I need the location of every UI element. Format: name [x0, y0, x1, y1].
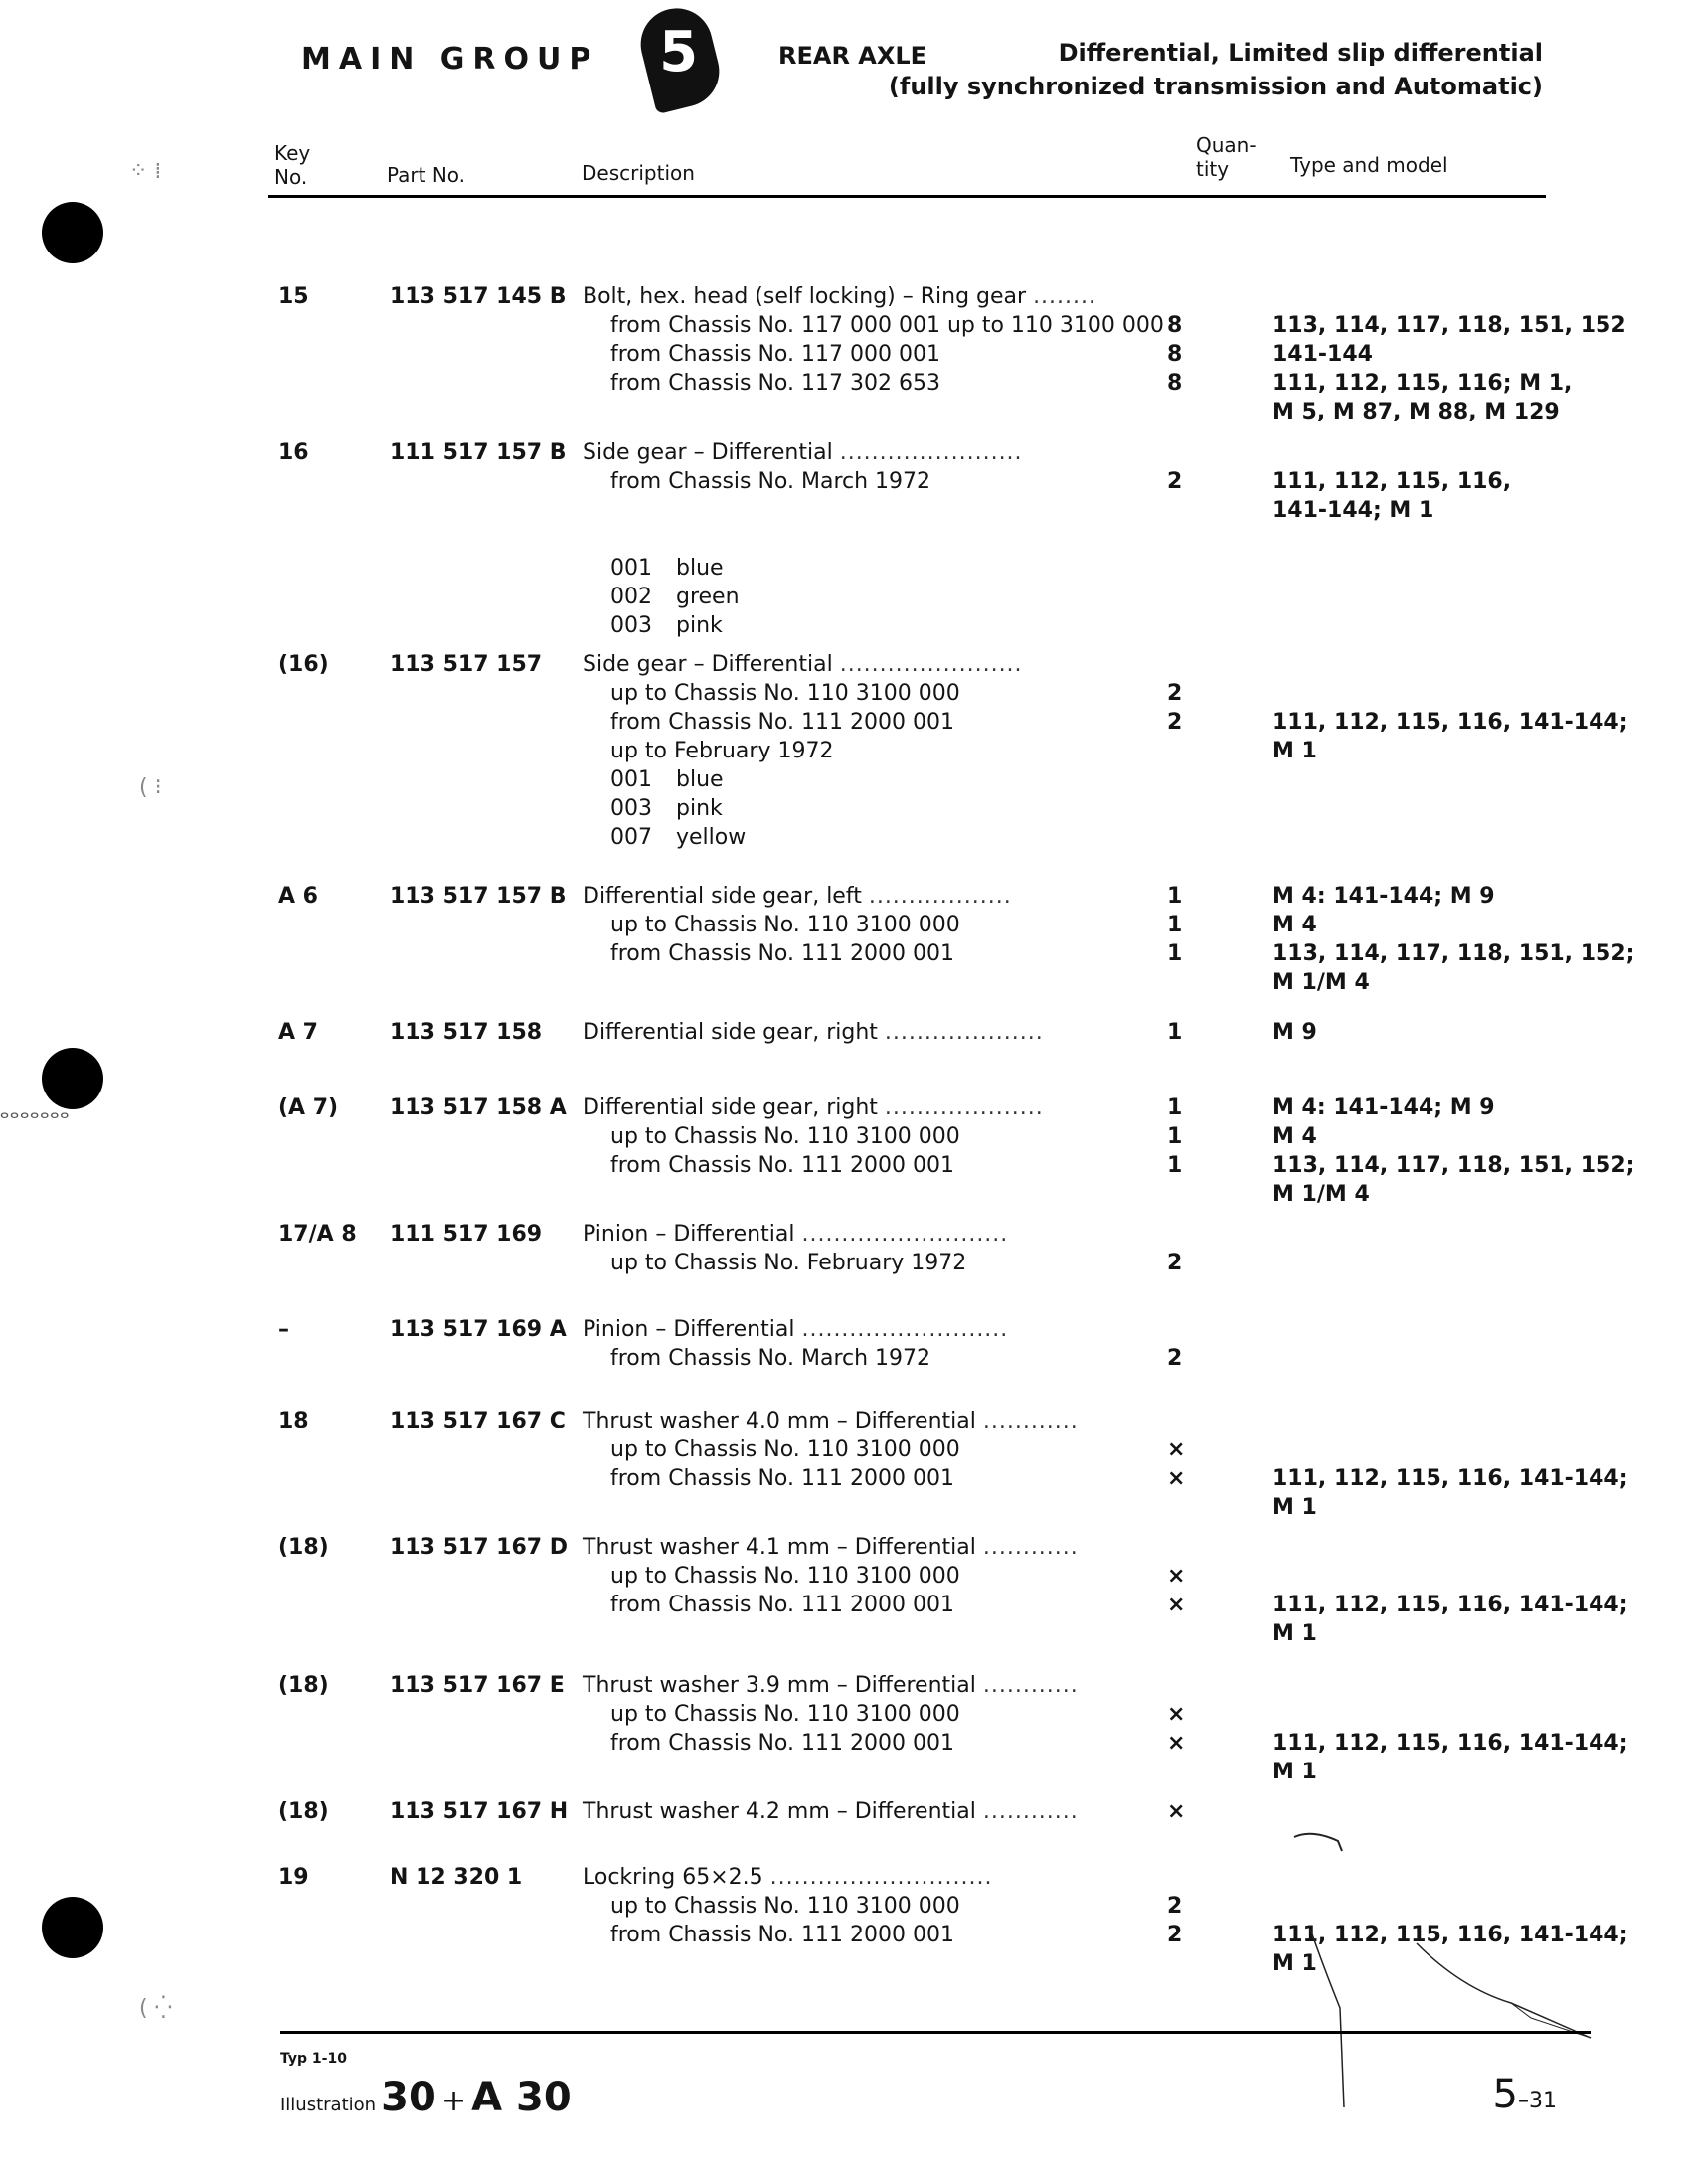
part-no: 113 517 167 D — [390, 1535, 569, 1560]
quantity: × — [1167, 1799, 1186, 1824]
binder-hole-top — [42, 202, 103, 263]
description: Side gear – Differential ....................... — [583, 440, 1023, 465]
description: Side gear – Differential ....................... — [583, 652, 1023, 677]
type-label: Typ 1-10 — [280, 2051, 347, 2067]
type-model: 113, 114, 117, 118, 151, 152; — [1272, 1153, 1635, 1178]
quantity: × — [1167, 1593, 1186, 1617]
type-model: M 4: 141-144; M 9 — [1272, 1095, 1495, 1120]
color-code: 002 green — [610, 585, 740, 609]
quantity: 1 — [1167, 1095, 1183, 1120]
description: from Chassis No. 111 2000 001 — [610, 941, 954, 966]
description: up to Chassis No. 110 3100 000 — [610, 913, 960, 937]
row-lines — [583, 1533, 1628, 1648]
detail-line — [583, 369, 1581, 398]
description: from Chassis No. March 1972 — [610, 1346, 931, 1371]
color-code-line — [583, 794, 1581, 823]
detail-line — [583, 1180, 1581, 1209]
dot-leader: ....................... — [839, 652, 1023, 677]
section-subject — [889, 36, 1543, 103]
scan-dot-artifact: ⴰⴰⴰⴰⴰⴰⴰ — [0, 1106, 71, 1122]
group-number-badge — [633, 1, 727, 114]
description: from Chassis No. 111 2000 001 — [610, 1466, 954, 1491]
detail-line — [583, 496, 1581, 525]
type-model: M 4 — [1272, 1124, 1317, 1149]
description: Pinion – Differential .......................... — [583, 1222, 1009, 1247]
description: Lockring 65×2.5 ............................ — [583, 1865, 993, 1890]
detail-line — [583, 311, 1626, 340]
detail-line — [583, 737, 1581, 765]
main-group-label: MAIN GROUP — [301, 42, 599, 77]
detail-line — [583, 1758, 1581, 1786]
part-no: 113 517 157 — [390, 652, 543, 677]
binder-hole-middle — [42, 1048, 103, 1109]
illustration-ref — [280, 2075, 572, 2120]
row-lines — [583, 1220, 1581, 1277]
quantity: 2 — [1167, 710, 1183, 735]
color-code-line — [583, 611, 1581, 640]
key-no: 18 — [278, 1409, 309, 1433]
key-no: – — [278, 1317, 289, 1342]
quantity: 1 — [1167, 884, 1183, 909]
description: Differential side gear, left .................. — [583, 884, 1012, 909]
row-lines — [583, 1093, 1635, 1209]
section-number: 5 — [1492, 2072, 1518, 2117]
key-no: (18) — [278, 1673, 329, 1698]
dot-leader: ............................ — [769, 1865, 993, 1890]
type-model: M 5, M 87, M 88, M 129 — [1272, 400, 1560, 424]
type-model: 111, 112, 115, 116, 141-144; — [1272, 1923, 1628, 1947]
quantity: 2 — [1167, 1251, 1183, 1275]
description: from Chassis No. 111 2000 001 — [610, 710, 954, 735]
description: Thrust washer 4.1 mm – Differential ............ — [583, 1535, 1079, 1560]
color-code: 001 blue — [610, 556, 724, 581]
type-model: 141-144; M 1 — [1272, 498, 1434, 523]
type-model: M 1 — [1272, 1621, 1317, 1646]
col-key-no: Key No. — [274, 141, 311, 189]
dot-leader: .......................... — [801, 1222, 1009, 1247]
quantity: 1 — [1167, 1020, 1183, 1045]
description: from Chassis No. 117 000 001 — [610, 342, 940, 367]
description: up to Chassis No. 110 3100 000 — [610, 1564, 960, 1589]
description: up to Chassis No. 110 3100 000 — [610, 681, 960, 706]
description: up to Chassis No. 110 3100 000 — [610, 1702, 960, 1727]
detail-line — [583, 1863, 1581, 1892]
col-description: Description — [582, 161, 695, 185]
type-model: M 4 — [1272, 913, 1317, 937]
type-model: M 4: 141-144; M 9 — [1272, 884, 1495, 909]
detail-line — [583, 1464, 1628, 1493]
description: up to Chassis No. 110 3100 000 — [610, 1124, 960, 1149]
description: Differential side gear, right .................... — [583, 1095, 1044, 1120]
color-code-line — [583, 554, 1581, 583]
dot-leader: ............ — [982, 1409, 1079, 1433]
pen-stroke — [1294, 1834, 1342, 1851]
color-code: 007 yellow — [610, 825, 747, 850]
detail-line — [583, 1407, 1581, 1435]
part-no: 111 517 169 — [390, 1222, 543, 1247]
quantity: 2 — [1167, 1894, 1183, 1919]
detail-line — [583, 1122, 1581, 1151]
description: Thrust washer 3.9 mm – Differential ............ — [583, 1673, 1079, 1698]
detail-line — [583, 968, 1581, 997]
quantity: 1 — [1167, 913, 1183, 937]
page-dash: – — [1518, 2089, 1529, 2113]
footer-rule — [280, 2031, 1591, 2034]
detail-line — [583, 1729, 1628, 1758]
type-model: 111, 112, 115, 116, 141-144; — [1272, 1731, 1628, 1756]
key-no: 15 — [278, 284, 309, 309]
detail-line — [583, 1619, 1581, 1648]
description: Thrust washer 4.0 mm – Differential ............ — [583, 1409, 1079, 1433]
detail-line — [583, 1018, 1581, 1047]
part-no: 113 517 169 A — [390, 1317, 567, 1342]
part-no: 113 517 167 E — [390, 1673, 565, 1698]
description: from Chassis No. 117 302 653 — [610, 371, 940, 396]
description: up to February 1972 — [610, 739, 834, 763]
detail-line — [583, 1892, 1581, 1921]
subject-line: Differential, Limited slip differential — [1058, 39, 1543, 67]
detail-line — [583, 467, 1581, 496]
illustration-number: A 30 — [471, 2075, 572, 2120]
key-no: (16) — [278, 652, 329, 677]
dot-leader: ............ — [982, 1673, 1079, 1698]
page-index: 31 — [1529, 2089, 1557, 2113]
col-type-model: Type and model — [1290, 153, 1448, 177]
type-model: M 1 — [1272, 1495, 1317, 1520]
color-code: 003 pink — [610, 613, 723, 638]
detail-line — [583, 1315, 1581, 1344]
description: from Chassis No. 111 2000 001 — [610, 1923, 954, 1947]
row-lines — [583, 1797, 1581, 1826]
detail-line — [583, 882, 1581, 911]
detail-line — [583, 911, 1581, 939]
quantity: 1 — [1167, 1153, 1183, 1178]
part-no: 113 517 158 A — [390, 1095, 567, 1120]
detail-line — [583, 1921, 1628, 1949]
description: from Chassis No. March 1972 — [610, 469, 931, 494]
description: Bolt, hex. head (self locking) – Ring gear ........ — [583, 284, 1097, 309]
row-lines — [583, 282, 1626, 426]
row-lines — [583, 650, 1628, 852]
type-model: 111, 112, 115, 116, 141-144; — [1272, 710, 1628, 735]
description: Pinion – Differential .......................... — [583, 1317, 1009, 1342]
margin-mark: ( ⁛ — [139, 1996, 173, 2021]
detail-line — [583, 1533, 1581, 1562]
illustration-plus: + — [440, 2084, 467, 2118]
type-model: 141-144 — [1272, 342, 1373, 367]
type-model: M 1 — [1272, 739, 1317, 763]
type-model: M 1/M 4 — [1272, 970, 1370, 995]
type-model: 111, 112, 115, 116, 141-144; — [1272, 1593, 1628, 1617]
detail-line — [583, 650, 1581, 679]
key-no: (18) — [278, 1535, 329, 1560]
description: from Chassis No. 111 2000 001 — [610, 1593, 954, 1617]
quantity: 2 — [1167, 469, 1183, 494]
quantity: 2 — [1167, 1346, 1183, 1371]
detail-line — [583, 438, 1581, 467]
part-no: 113 517 167 H — [390, 1799, 569, 1824]
detail-line — [583, 1249, 1581, 1277]
dot-leader: .................... — [884, 1020, 1044, 1045]
dot-leader: .................. — [868, 884, 1012, 909]
color-code: 001 blue — [610, 767, 724, 792]
group-name: REAR AXLE — [778, 42, 927, 70]
quantity: 2 — [1167, 681, 1183, 706]
illustration-number: 30 — [381, 2075, 436, 2120]
row-lines — [583, 1671, 1628, 1786]
dot-leader: ........ — [1033, 284, 1097, 309]
description: Differential side gear, right .................... — [583, 1020, 1044, 1045]
type-model: M 1/M 4 — [1272, 1182, 1370, 1207]
type-model: 113, 114, 117, 118, 151, 152 — [1272, 313, 1626, 338]
row-lines — [583, 1407, 1628, 1522]
detail-line — [583, 1949, 1581, 1978]
type-model: 111, 112, 115, 116; M 1, — [1272, 371, 1573, 396]
detail-line — [583, 1093, 1581, 1122]
quantity: × — [1167, 1702, 1186, 1727]
type-model: M 1 — [1272, 1760, 1317, 1784]
detail-line — [583, 398, 1581, 426]
part-no: 113 517 158 — [390, 1020, 543, 1045]
key-no: (18) — [278, 1799, 329, 1824]
col-part-no: Part No. — [387, 163, 466, 187]
part-no: 113 517 157 B — [390, 884, 567, 909]
header-rule — [268, 195, 1546, 198]
row-lines — [583, 1315, 1581, 1373]
margin-mark: ⁘ ⁞ — [129, 159, 162, 184]
detail-line — [583, 1797, 1581, 1826]
color-code: 003 pink — [610, 796, 723, 821]
description: up to Chassis No. February 1972 — [610, 1251, 967, 1275]
type-model: 113, 114, 117, 118, 151, 152; — [1272, 941, 1635, 966]
detail-line — [583, 1435, 1581, 1464]
row-lines — [583, 1018, 1581, 1047]
color-code-line — [583, 823, 1581, 852]
quantity: 2 — [1167, 1923, 1183, 1947]
part-no: 113 517 145 B — [390, 284, 567, 309]
type-model: M 1 — [1272, 1951, 1317, 1976]
quantity: 8 — [1167, 342, 1183, 367]
quantity: × — [1167, 1564, 1186, 1589]
detail-line — [583, 282, 1581, 311]
color-code-line — [583, 583, 1581, 611]
dot-leader: ....................... — [839, 440, 1023, 465]
description: from Chassis No. 111 2000 001 — [610, 1153, 954, 1178]
dot-leader: .......................... — [801, 1317, 1009, 1342]
part-no: 111 517 157 B — [390, 440, 567, 465]
description: from Chassis No. 117 000 001 up to 110 3100 000 — [610, 313, 1164, 338]
quantity: 8 — [1167, 371, 1183, 396]
quantity: × — [1167, 1437, 1186, 1462]
part-no: 113 517 167 C — [390, 1409, 566, 1433]
description: up to Chassis No. 110 3100 000 — [610, 1437, 960, 1462]
description: from Chassis No. 111 2000 001 — [610, 1731, 954, 1756]
group-number: 5 — [659, 20, 699, 85]
key-no: 16 — [278, 440, 309, 465]
detail-line — [583, 340, 1581, 369]
part-no: N 12 320 1 — [390, 1865, 523, 1890]
description: Thrust washer 4.2 mm – Differential ............ — [583, 1799, 1079, 1824]
detail-line — [583, 679, 1581, 708]
detail-line — [583, 1671, 1581, 1700]
detail-line — [583, 1344, 1581, 1373]
detail-line — [583, 1591, 1628, 1619]
description: up to Chassis No. 110 3100 000 — [610, 1894, 960, 1919]
quantity: × — [1167, 1731, 1186, 1756]
row-lines — [583, 1863, 1628, 1978]
quantity: 8 — [1167, 313, 1183, 338]
row-lines — [583, 882, 1635, 997]
dot-leader: .................... — [884, 1095, 1044, 1120]
detail-line — [583, 1493, 1581, 1522]
subject-line: (fully synchronized transmission and Automatic) — [888, 73, 1543, 100]
dot-leader: ............ — [982, 1535, 1079, 1560]
quantity: 1 — [1167, 941, 1183, 966]
type-model: 111, 112, 115, 116, 141-144; — [1272, 1466, 1628, 1491]
illustration-label: Illustration — [280, 2095, 377, 2115]
detail-line — [583, 708, 1628, 737]
key-no: 19 — [278, 1865, 309, 1890]
detail-line-blank — [583, 525, 1581, 554]
key-no: (A 7) — [278, 1095, 339, 1120]
quantity: × — [1167, 1466, 1186, 1491]
key-no: A 7 — [278, 1020, 318, 1045]
detail-line — [583, 1151, 1635, 1180]
key-no: A 6 — [278, 884, 318, 909]
binder-hole-bottom — [42, 1897, 103, 1958]
detail-line — [583, 1220, 1581, 1249]
detail-line — [583, 939, 1635, 968]
detail-line — [583, 1562, 1581, 1591]
type-model: M 9 — [1272, 1020, 1317, 1045]
quantity: 1 — [1167, 1124, 1183, 1149]
col-quantity: Quan- tity — [1196, 133, 1257, 181]
dot-leader: ............ — [982, 1799, 1079, 1824]
color-code-line — [583, 765, 1581, 794]
type-model: 111, 112, 115, 116, — [1272, 469, 1512, 494]
margin-mark: ( ⁝ — [139, 775, 162, 800]
page-number — [1493, 2072, 1557, 2117]
row-lines — [583, 438, 1581, 640]
detail-line — [583, 1700, 1581, 1729]
key-no: 17/A 8 — [278, 1222, 357, 1247]
